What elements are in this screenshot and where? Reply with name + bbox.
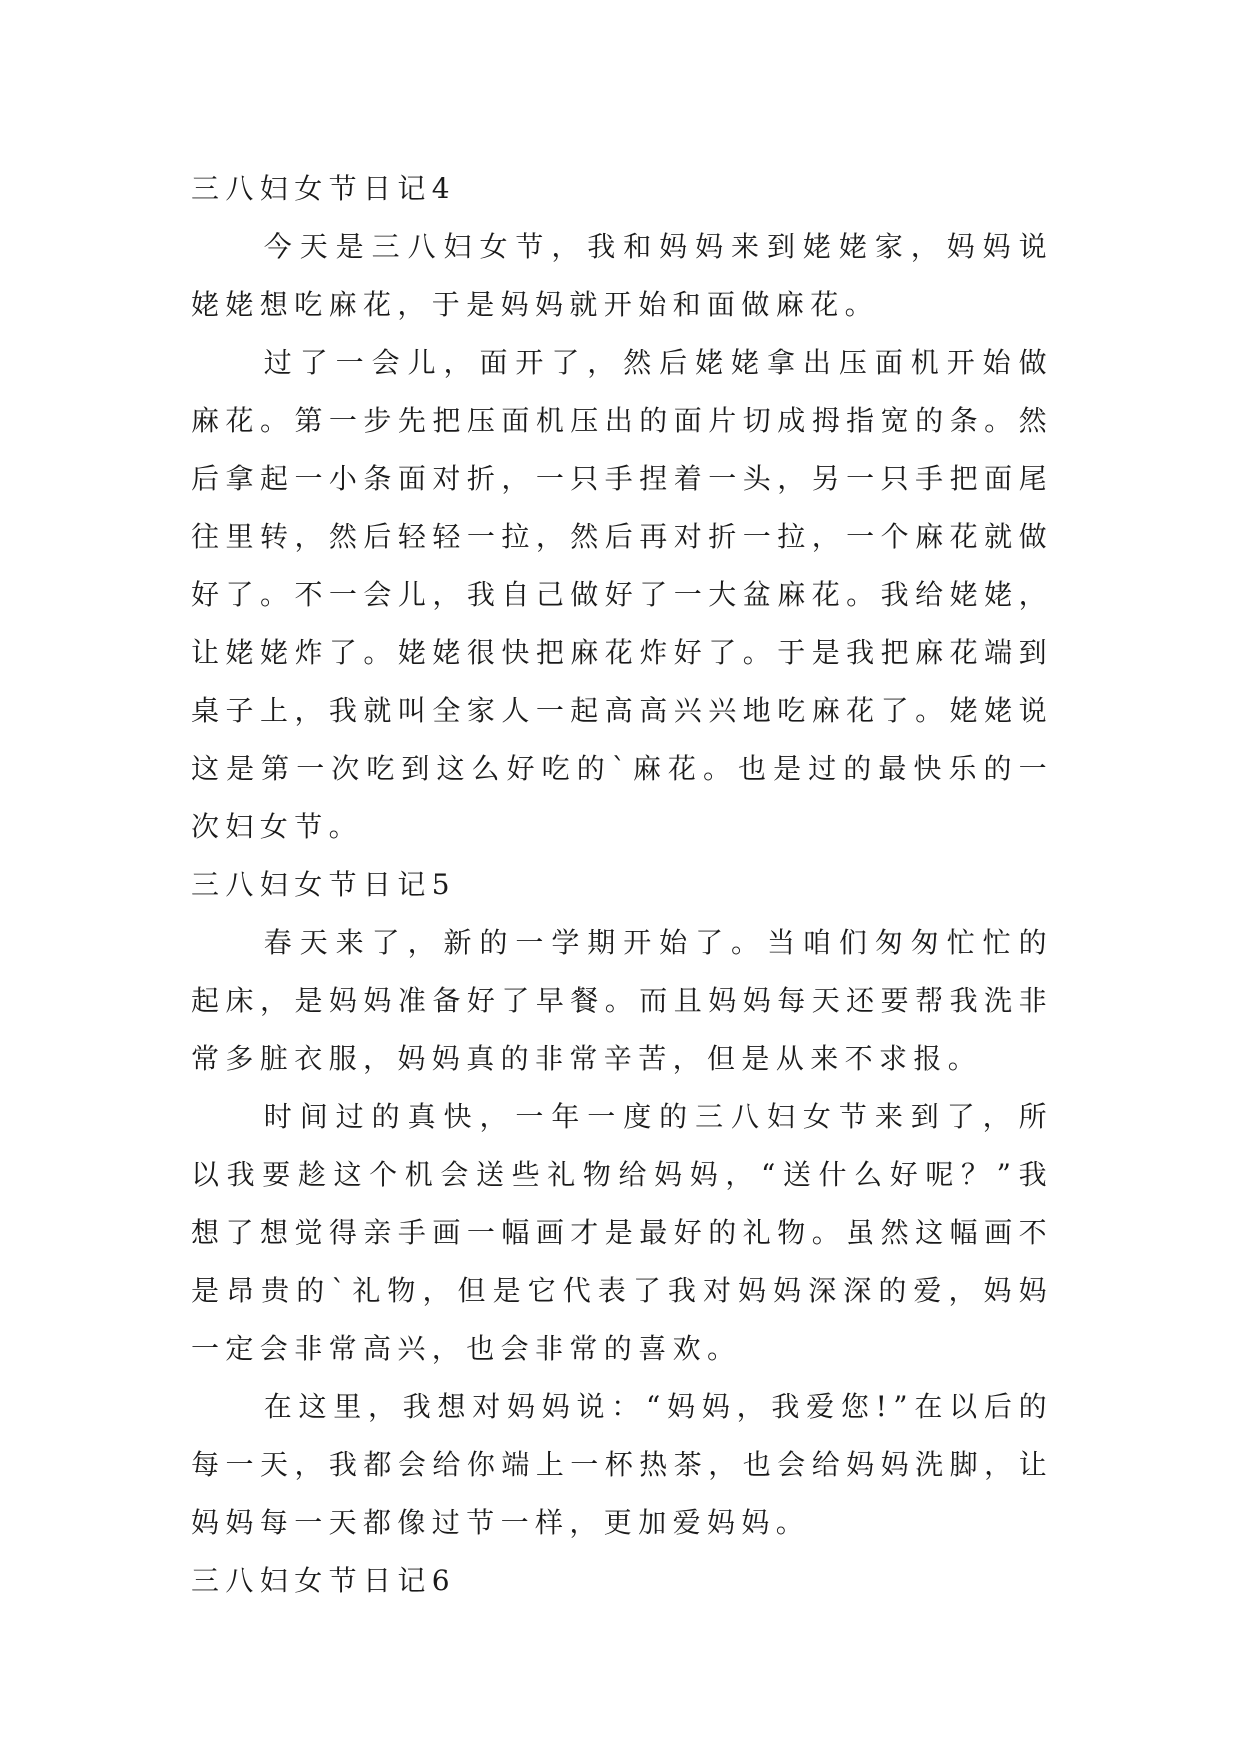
section-heading-diary-6: 三八妇女节日记6 bbox=[191, 1564, 457, 1597]
paragraph: 今天是三八妇女节，我和妈妈来到姥姥家，妈妈说姥姥想吃麻花，于是妈妈就开始和面做麻花。 bbox=[191, 230, 1053, 321]
section-heading-diary-5: 三八妇女节日记5 bbox=[191, 868, 457, 901]
section-heading-diary-4: 三八妇女节日记4 bbox=[191, 172, 457, 205]
paragraph: 过了一会儿，面开了，然后姥姥拿出压面机开始做麻花。第一步先把压面机压出的面片切成拇指宽的条。然后拿起一小条面对折，一只手捏着一头，另一只手把面尾往里转，然后轻轻一拉，然后再对折一拉，一个麻花就做好了。不一会儿，我自己做好了一大盆麻花。我给姥姥，让姥姥炸了。姥姥很快把麻花炸好了。于是我把麻花端到桌子上，我就叫全家人一起高高兴兴地吃麻花了。姥姥说这是第一次吃到这么好吃的`麻花。也是过的最快乐的一次妇女节。 bbox=[191, 346, 1053, 843]
paragraph: 在这里，我想对妈妈说：“妈妈，我爱您!”在以后的每一天，我都会给你端上一杯热茶，也会给妈妈洗脚，让妈妈每一天都像过节一样，更加爱妈妈。 bbox=[191, 1390, 1053, 1539]
paragraph: 春天来了，新的一学期开始了。当咱们匆匆忙忙的起床，是妈妈准备好了早餐。而且妈妈每天还要帮我洗非常多脏衣服，妈妈真的非常辛苦，但是从来不求报。 bbox=[191, 926, 1053, 1075]
document-body bbox=[191, 160, 1053, 1610]
paragraph: 时间过的真快，一年一度的三八妇女节来到了，所以我要趁这个机会送些礼物给妈妈，“送什么好呢？”我想了想觉得亲手画一幅画才是最好的礼物。虽然这幅画不是昂贵的`礼物，但是它代表了我对妈妈深深的爱，妈妈一定会非常高兴，也会非常的喜欢。 bbox=[191, 1100, 1053, 1365]
